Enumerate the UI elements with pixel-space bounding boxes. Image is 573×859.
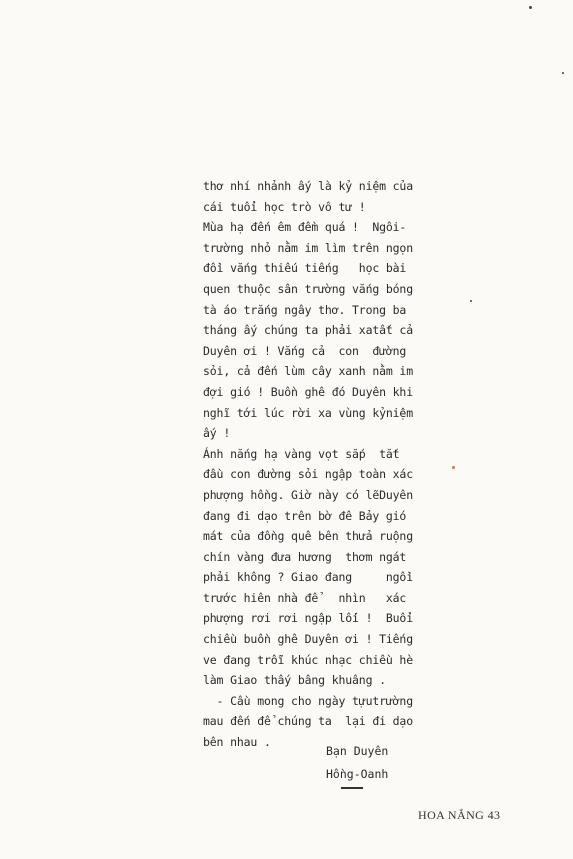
body-line: đang đi dạo trên bờ đê Bảy gió [203,508,407,523]
body-line: - Cầu mong cho ngày tựutrường [203,693,413,708]
body-line: tà áo trắng ngây thơ. Trong ba [203,302,407,317]
body-line: Duyên ơi ! Vắng cả con đường [203,343,407,358]
body-line: phượng hồng. Giờ này có lẽDuyên [203,487,413,502]
signature-block [326,740,388,786]
body-line: làm Giao thấy bâng khuâng . [203,673,386,688]
letter-body [203,176,439,753]
signature-line-1: Bạn Duyên [326,744,389,758]
signature-underline [341,787,363,789]
paper-speck [562,72,564,74]
body-line: trường nhỏ nằm im lìm trên ngọn [203,240,413,255]
body-line: chiều buồn ghê Duyên ơi ! Tiếng [203,632,413,647]
body-line: Mùa hạ đến êm đềm quá ! Ngôi- [203,220,407,235]
body-line: phượng rơi rơi ngập lối ! Buổi [203,611,413,626]
body-line: mát của đồng quê bên thửa ruộng [203,529,413,544]
body-line: tháng ấy chúng ta phải xatất cả [203,323,413,338]
body-line: đầu con đường sỏi ngập toàn xác [203,467,413,482]
paper-speck [529,6,532,9]
body-line: bên nhau . [203,735,271,750]
body-line: cái tuổi học trò vô tư ! [203,199,366,214]
body-line: chín vàng đưa hương thơm ngát [203,549,407,564]
body-line: sỏi, cả đến lùm cây xanh nằm im [203,364,413,379]
body-line: nghĩ tới lúc rời xa vùng kỷniệm [203,405,413,420]
body-line: trước hiên nhà để nhìn xác [203,590,407,605]
body-line: mau đến để chúng ta lại đi dạo [203,714,413,729]
body-line: thơ nhí nhảnh ấy là kỷ niệm của [203,179,413,193]
signature-line-2: Hồng-Oanh [326,767,389,781]
body-line: đồi vắng thiếu tiếng học bài [203,261,407,276]
body-line: Ánh nắng hạ vàng vọt sắp tắt [203,446,400,461]
body-line: quen thuộc sân trường vắng bóng [203,281,413,296]
page-footer: HOA NẮNG 43 [418,808,501,822]
paper-speck [452,466,455,469]
body-line: ve đang trỗi khúc nhạc chiều hè [203,652,413,667]
body-line: ấy ! [203,426,231,441]
body-line: phải không ? Giao đang ngồi [203,570,413,585]
paper-speck [470,300,472,302]
body-line: đợi gió ! Buồn ghê đó Duyên khi [203,384,413,399]
